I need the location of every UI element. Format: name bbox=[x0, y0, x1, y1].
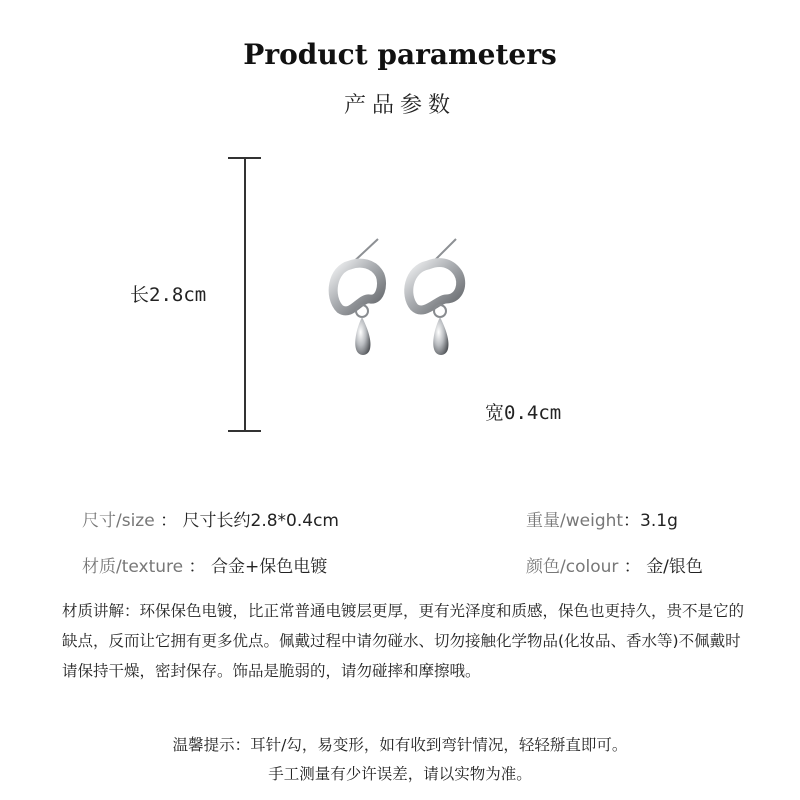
spec-texture bbox=[82, 552, 327, 577]
right-earring bbox=[409, 239, 461, 355]
length-ruler bbox=[244, 157, 246, 432]
spec-size-key: 尺寸/size bbox=[82, 511, 155, 531]
spec-size-value: 尺寸长约2.8*0.4cm bbox=[182, 511, 339, 531]
spec-colour-key: 颜色/colour bbox=[526, 557, 619, 577]
spec-size-sep: ： bbox=[160, 511, 178, 531]
tip-line-1: 温馨提示：耳针/勾，易变形，如有收到弯针情况，轻轻掰直即可。 bbox=[172, 736, 628, 754]
spec-weight-key: 重量/weight bbox=[526, 511, 624, 531]
page-title: Product parameters bbox=[243, 38, 557, 71]
length-label: 长2.8cm bbox=[130, 284, 207, 306]
spec-colour-sep: ： bbox=[623, 557, 641, 577]
spec-weight-value: 3.1g bbox=[640, 511, 678, 531]
tip-line-2: 手工测量有少许误差，请以实物为准。 bbox=[268, 765, 532, 783]
spec-size bbox=[82, 506, 339, 531]
left-earring bbox=[333, 239, 381, 355]
spec-texture-key: 材质/texture bbox=[82, 557, 184, 577]
spec-weight bbox=[526, 506, 678, 531]
earrings-product-image bbox=[310, 225, 500, 385]
page-subtitle: 产品参数 bbox=[343, 93, 456, 118]
spec-colour-value: 金/银色 bbox=[646, 557, 703, 577]
spec-texture-value: 合金+保色电镀 bbox=[210, 557, 328, 577]
spec-weight-sep: ： bbox=[623, 511, 641, 531]
width-label: 宽0.4cm bbox=[485, 402, 562, 424]
spec-texture-sep: ： bbox=[188, 557, 206, 577]
ruler-bottom-cap bbox=[228, 430, 261, 432]
material-description: 材质讲解：环保保色电镀，比正常普通电镀层更厚，更有光泽度和质感，保色也更持久，贵不是它的缺点，反而让它拥有更多优点。佩戴过程中请勿碰水、切勿接触化学物品(化妆品、香水等)不佩戴时请保持干燥，密封保存。饰品是脆弱的，请勿碰摔和摩擦哦。 bbox=[62, 602, 745, 680]
spec-colour bbox=[526, 552, 703, 577]
